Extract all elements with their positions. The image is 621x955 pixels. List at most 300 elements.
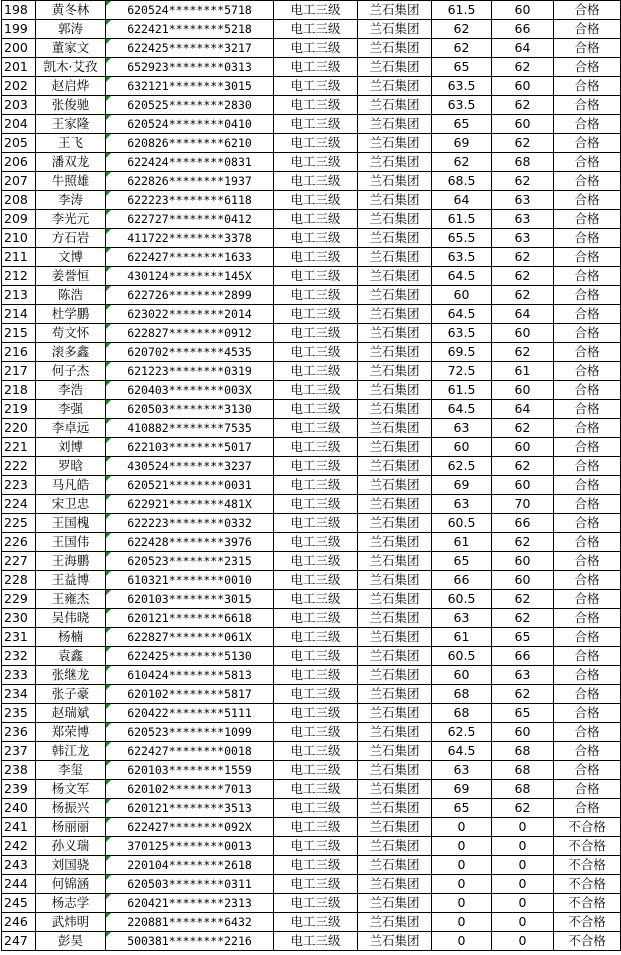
company-cell[interactable]: 兰石集团 (358, 134, 432, 153)
job-type-cell[interactable]: 电工三级 (274, 248, 358, 267)
name-cell[interactable]: 郭涛 (36, 20, 106, 39)
job-type-cell[interactable]: 电工三级 (274, 609, 358, 628)
practical-score-cell[interactable]: 62 (492, 134, 554, 153)
id-number-cell[interactable]: 220881********6432 (106, 913, 274, 932)
theory-score-cell[interactable]: 68.5 (432, 172, 492, 191)
name-cell[interactable]: 董家文 (36, 39, 106, 58)
job-type-cell[interactable]: 电工三级 (274, 628, 358, 647)
row-number-cell[interactable]: 203 (2, 96, 36, 115)
result-cell[interactable]: 合格 (554, 381, 621, 400)
id-number-cell[interactable]: 620503********0311 (106, 875, 274, 894)
job-type-cell[interactable]: 电工三级 (274, 856, 358, 875)
result-cell[interactable]: 合格 (554, 210, 621, 229)
job-type-cell[interactable]: 电工三级 (274, 324, 358, 343)
theory-score-cell[interactable]: 64.5 (432, 400, 492, 419)
practical-score-cell[interactable]: 60 (492, 381, 554, 400)
job-type-cell[interactable]: 电工三级 (274, 723, 358, 742)
id-number-cell[interactable]: 411722********3378 (106, 229, 274, 248)
practical-score-cell[interactable]: 60 (492, 571, 554, 590)
result-cell[interactable]: 合格 (554, 172, 621, 191)
row-number-cell[interactable]: 236 (2, 723, 36, 742)
name-cell[interactable]: 袁鑫 (36, 647, 106, 666)
row-number-cell[interactable]: 233 (2, 666, 36, 685)
row-number-cell[interactable]: 207 (2, 172, 36, 191)
id-number-cell[interactable]: 620102********7013 (106, 780, 274, 799)
practical-score-cell[interactable]: 0 (492, 913, 554, 932)
result-cell[interactable]: 合格 (554, 286, 621, 305)
company-cell[interactable]: 兰石集团 (358, 39, 432, 58)
result-cell[interactable]: 合格 (554, 58, 621, 77)
id-number-cell[interactable]: 620103********1559 (106, 761, 274, 780)
name-cell[interactable]: 马凡皓 (36, 476, 106, 495)
id-number-cell[interactable]: 652923********0313 (106, 58, 274, 77)
row-number-cell[interactable]: 212 (2, 267, 36, 286)
company-cell[interactable]: 兰石集团 (358, 324, 432, 343)
name-cell[interactable]: 杨振兴 (36, 799, 106, 818)
practical-score-cell[interactable]: 63 (492, 666, 554, 685)
id-number-cell[interactable]: 370125********0013 (106, 837, 274, 856)
practical-score-cell[interactable]: 64 (492, 400, 554, 419)
practical-score-cell[interactable]: 62 (492, 533, 554, 552)
result-cell[interactable]: 合格 (554, 742, 621, 761)
job-type-cell[interactable]: 电工三级 (274, 343, 358, 362)
company-cell[interactable]: 兰石集团 (358, 932, 432, 951)
company-cell[interactable]: 兰石集团 (358, 533, 432, 552)
theory-score-cell[interactable]: 62 (432, 153, 492, 172)
id-number-cell[interactable]: 622103********5017 (106, 438, 274, 457)
theory-score-cell[interactable]: 61 (432, 628, 492, 647)
row-number-cell[interactable]: 220 (2, 419, 36, 438)
result-cell[interactable]: 合格 (554, 647, 621, 666)
theory-score-cell[interactable]: 69 (432, 780, 492, 799)
name-cell[interactable]: 吴伟晓 (36, 609, 106, 628)
name-cell[interactable]: 李强 (36, 400, 106, 419)
practical-score-cell[interactable]: 62 (492, 96, 554, 115)
theory-score-cell[interactable]: 63 (432, 609, 492, 628)
result-cell[interactable]: 合格 (554, 362, 621, 381)
result-cell[interactable]: 合格 (554, 476, 621, 495)
row-number-cell[interactable]: 213 (2, 286, 36, 305)
id-number-cell[interactable]: 620421********2313 (106, 894, 274, 913)
company-cell[interactable]: 兰石集团 (358, 894, 432, 913)
result-cell[interactable]: 合格 (554, 571, 621, 590)
row-number-cell[interactable]: 231 (2, 628, 36, 647)
theory-score-cell[interactable]: 61.5 (432, 381, 492, 400)
id-number-cell[interactable]: 620102********5817 (106, 685, 274, 704)
row-number-cell[interactable]: 223 (2, 476, 36, 495)
company-cell[interactable]: 兰石集团 (358, 742, 432, 761)
id-number-cell[interactable]: 623022********2014 (106, 305, 274, 324)
result-cell[interactable]: 合格 (554, 324, 621, 343)
company-cell[interactable]: 兰石集团 (358, 286, 432, 305)
id-number-cell[interactable]: 620121********3513 (106, 799, 274, 818)
name-cell[interactable]: 张子豪 (36, 685, 106, 704)
id-number-cell[interactable]: 620422********5111 (106, 704, 274, 723)
theory-score-cell[interactable]: 62 (432, 39, 492, 58)
job-type-cell[interactable]: 电工三级 (274, 39, 358, 58)
row-number-cell[interactable]: 200 (2, 39, 36, 58)
id-number-cell[interactable]: 620103********3015 (106, 590, 274, 609)
theory-score-cell[interactable]: 63.5 (432, 248, 492, 267)
company-cell[interactable]: 兰石集团 (358, 856, 432, 875)
job-type-cell[interactable]: 电工三级 (274, 571, 358, 590)
job-type-cell[interactable]: 电工三级 (274, 172, 358, 191)
id-number-cell[interactable]: 622921********481X (106, 495, 274, 514)
job-type-cell[interactable]: 电工三级 (274, 1, 358, 20)
result-cell[interactable]: 合格 (554, 305, 621, 324)
practical-score-cell[interactable]: 62 (492, 609, 554, 628)
result-cell[interactable]: 不合格 (554, 837, 621, 856)
row-number-cell[interactable]: 219 (2, 400, 36, 419)
result-cell[interactable]: 合格 (554, 96, 621, 115)
company-cell[interactable]: 兰石集团 (358, 248, 432, 267)
company-cell[interactable]: 兰石集团 (358, 571, 432, 590)
result-cell[interactable]: 合格 (554, 609, 621, 628)
result-cell[interactable]: 合格 (554, 590, 621, 609)
result-cell[interactable]: 合格 (554, 20, 621, 39)
result-cell[interactable]: 合格 (554, 229, 621, 248)
row-number-cell[interactable]: 237 (2, 742, 36, 761)
name-cell[interactable]: 黄冬林 (36, 1, 106, 20)
practical-score-cell[interactable]: 0 (492, 856, 554, 875)
row-number-cell[interactable]: 198 (2, 1, 36, 20)
name-cell[interactable]: 张继龙 (36, 666, 106, 685)
id-number-cell[interactable]: 622223********0332 (106, 514, 274, 533)
id-number-cell[interactable]: 610424********5813 (106, 666, 274, 685)
theory-score-cell[interactable]: 61.5 (432, 1, 492, 20)
name-cell[interactable]: 王海鹏 (36, 552, 106, 571)
name-cell[interactable]: 李浩 (36, 381, 106, 400)
theory-score-cell[interactable]: 61 (432, 533, 492, 552)
result-cell[interactable]: 不合格 (554, 913, 621, 932)
id-number-cell[interactable]: 620826********6210 (106, 134, 274, 153)
theory-score-cell[interactable]: 63 (432, 419, 492, 438)
result-cell[interactable]: 合格 (554, 419, 621, 438)
name-cell[interactable]: 陈浩 (36, 286, 106, 305)
theory-score-cell[interactable]: 65 (432, 552, 492, 571)
practical-score-cell[interactable]: 63 (492, 210, 554, 229)
theory-score-cell[interactable]: 65 (432, 799, 492, 818)
result-cell[interactable]: 合格 (554, 39, 621, 58)
row-number-cell[interactable]: 199 (2, 20, 36, 39)
id-number-cell[interactable]: 632121********3015 (106, 77, 274, 96)
theory-score-cell[interactable]: 63.5 (432, 96, 492, 115)
id-number-cell[interactable]: 620523********1099 (106, 723, 274, 742)
theory-score-cell[interactable]: 0 (432, 913, 492, 932)
result-cell[interactable]: 合格 (554, 343, 621, 362)
practical-score-cell[interactable]: 0 (492, 875, 554, 894)
practical-score-cell[interactable]: 62 (492, 248, 554, 267)
id-number-cell[interactable]: 620521********0031 (106, 476, 274, 495)
id-number-cell[interactable]: 622827********0912 (106, 324, 274, 343)
practical-score-cell[interactable]: 65 (492, 628, 554, 647)
job-type-cell[interactable]: 电工三级 (274, 267, 358, 286)
name-cell[interactable]: 王国伟 (36, 533, 106, 552)
name-cell[interactable]: 王益博 (36, 571, 106, 590)
practical-score-cell[interactable]: 0 (492, 818, 554, 837)
practical-score-cell[interactable]: 68 (492, 742, 554, 761)
practical-score-cell[interactable]: 60 (492, 1, 554, 20)
company-cell[interactable]: 兰石集团 (358, 590, 432, 609)
company-cell[interactable]: 兰石集团 (358, 913, 432, 932)
practical-score-cell[interactable]: 68 (492, 153, 554, 172)
company-cell[interactable]: 兰石集团 (358, 780, 432, 799)
result-cell[interactable]: 不合格 (554, 932, 621, 951)
job-type-cell[interactable]: 电工三级 (274, 704, 358, 723)
row-number-cell[interactable]: 215 (2, 324, 36, 343)
name-cell[interactable]: 杨丽丽 (36, 818, 106, 837)
theory-score-cell[interactable]: 62 (432, 20, 492, 39)
practical-score-cell[interactable]: 70 (492, 495, 554, 514)
name-cell[interactable]: 李玺 (36, 761, 106, 780)
name-cell[interactable]: 韩江龙 (36, 742, 106, 761)
practical-score-cell[interactable]: 60 (492, 438, 554, 457)
result-cell[interactable]: 合格 (554, 552, 621, 571)
job-type-cell[interactable]: 电工三级 (274, 799, 358, 818)
result-cell[interactable]: 合格 (554, 134, 621, 153)
company-cell[interactable]: 兰石集团 (358, 666, 432, 685)
id-number-cell[interactable]: 622427********092X (106, 818, 274, 837)
job-type-cell[interactable]: 电工三级 (274, 305, 358, 324)
theory-score-cell[interactable]: 60.5 (432, 590, 492, 609)
job-type-cell[interactable]: 电工三级 (274, 77, 358, 96)
id-number-cell[interactable]: 430524********3237 (106, 457, 274, 476)
id-number-cell[interactable]: 622421********5218 (106, 20, 274, 39)
company-cell[interactable]: 兰石集团 (358, 305, 432, 324)
result-cell[interactable]: 合格 (554, 723, 621, 742)
name-cell[interactable]: 王国槐 (36, 514, 106, 533)
name-cell[interactable]: 郑荣博 (36, 723, 106, 742)
row-number-cell[interactable]: 227 (2, 552, 36, 571)
job-type-cell[interactable]: 电工三级 (274, 837, 358, 856)
name-cell[interactable]: 杨志学 (36, 894, 106, 913)
name-cell[interactable]: 赵启烨 (36, 77, 106, 96)
theory-score-cell[interactable]: 63 (432, 495, 492, 514)
job-type-cell[interactable]: 电工三级 (274, 400, 358, 419)
job-type-cell[interactable]: 电工三级 (274, 419, 358, 438)
id-number-cell[interactable]: 622726********2899 (106, 286, 274, 305)
company-cell[interactable]: 兰石集团 (358, 476, 432, 495)
name-cell[interactable]: 王雍杰 (36, 590, 106, 609)
job-type-cell[interactable]: 电工三级 (274, 533, 358, 552)
id-number-cell[interactable]: 622826********1937 (106, 172, 274, 191)
company-cell[interactable]: 兰石集团 (358, 172, 432, 191)
id-number-cell[interactable]: 622428********3976 (106, 533, 274, 552)
practical-score-cell[interactable]: 61 (492, 362, 554, 381)
company-cell[interactable]: 兰石集团 (358, 77, 432, 96)
theory-score-cell[interactable]: 63.5 (432, 77, 492, 96)
job-type-cell[interactable]: 电工三级 (274, 552, 358, 571)
row-number-cell[interactable]: 218 (2, 381, 36, 400)
name-cell[interactable]: 王飞 (36, 134, 106, 153)
result-cell[interactable]: 合格 (554, 267, 621, 286)
result-cell[interactable]: 合格 (554, 115, 621, 134)
name-cell[interactable]: 罗晗 (36, 457, 106, 476)
row-number-cell[interactable]: 226 (2, 533, 36, 552)
id-number-cell[interactable]: 620524********5718 (106, 1, 274, 20)
job-type-cell[interactable]: 电工三级 (274, 647, 358, 666)
name-cell[interactable]: 方石岩 (36, 229, 106, 248)
name-cell[interactable]: 何子杰 (36, 362, 106, 381)
row-number-cell[interactable]: 210 (2, 229, 36, 248)
result-cell[interactable]: 不合格 (554, 818, 621, 837)
practical-score-cell[interactable]: 60 (492, 77, 554, 96)
result-cell[interactable]: 不合格 (554, 894, 621, 913)
job-type-cell[interactable]: 电工三级 (274, 780, 358, 799)
result-cell[interactable]: 合格 (554, 1, 621, 20)
id-number-cell[interactable]: 620524********0410 (106, 115, 274, 134)
row-number-cell[interactable]: 208 (2, 191, 36, 210)
name-cell[interactable]: 凯木·艾孜 (36, 58, 106, 77)
theory-score-cell[interactable]: 60 (432, 666, 492, 685)
result-cell[interactable]: 不合格 (554, 856, 621, 875)
company-cell[interactable]: 兰石集团 (358, 837, 432, 856)
row-number-cell[interactable]: 202 (2, 77, 36, 96)
result-cell[interactable]: 合格 (554, 153, 621, 172)
result-cell[interactable]: 合格 (554, 533, 621, 552)
practical-score-cell[interactable]: 0 (492, 894, 554, 913)
row-number-cell[interactable]: 232 (2, 647, 36, 666)
theory-score-cell[interactable]: 65 (432, 58, 492, 77)
theory-score-cell[interactable]: 65 (432, 115, 492, 134)
practical-score-cell[interactable]: 63 (492, 229, 554, 248)
name-cell[interactable]: 李光元 (36, 210, 106, 229)
job-type-cell[interactable]: 电工三级 (274, 20, 358, 39)
theory-score-cell[interactable]: 64.5 (432, 742, 492, 761)
id-number-cell[interactable]: 430124********145X (106, 267, 274, 286)
theory-score-cell[interactable]: 68 (432, 685, 492, 704)
result-cell[interactable]: 合格 (554, 628, 621, 647)
company-cell[interactable]: 兰石集团 (358, 20, 432, 39)
name-cell[interactable]: 王家隆 (36, 115, 106, 134)
company-cell[interactable]: 兰石集团 (358, 495, 432, 514)
result-cell[interactable]: 合格 (554, 495, 621, 514)
practical-score-cell[interactable]: 0 (492, 837, 554, 856)
practical-score-cell[interactable]: 60 (492, 115, 554, 134)
theory-score-cell[interactable]: 60 (432, 286, 492, 305)
name-cell[interactable]: 文博 (36, 248, 106, 267)
job-type-cell[interactable]: 电工三级 (274, 875, 358, 894)
id-number-cell[interactable]: 622425********3217 (106, 39, 274, 58)
practical-score-cell[interactable]: 60 (492, 552, 554, 571)
practical-score-cell[interactable]: 64 (492, 39, 554, 58)
theory-score-cell[interactable]: 65.5 (432, 229, 492, 248)
job-type-cell[interactable]: 电工三级 (274, 58, 358, 77)
name-cell[interactable]: 苟文怀 (36, 324, 106, 343)
company-cell[interactable]: 兰石集团 (358, 191, 432, 210)
id-number-cell[interactable]: 622727********0412 (106, 210, 274, 229)
id-number-cell[interactable]: 610321********0010 (106, 571, 274, 590)
name-cell[interactable]: 张俊驰 (36, 96, 106, 115)
result-cell[interactable]: 合格 (554, 761, 621, 780)
theory-score-cell[interactable]: 64.5 (432, 267, 492, 286)
practical-score-cell[interactable]: 62 (492, 799, 554, 818)
theory-score-cell[interactable]: 63.5 (432, 324, 492, 343)
row-number-cell[interactable]: 244 (2, 875, 36, 894)
practical-score-cell[interactable]: 62 (492, 58, 554, 77)
id-number-cell[interactable]: 622425********5130 (106, 647, 274, 666)
company-cell[interactable]: 兰石集团 (358, 514, 432, 533)
company-cell[interactable]: 兰石集团 (358, 818, 432, 837)
id-number-cell[interactable]: 620121********6618 (106, 609, 274, 628)
name-cell[interactable]: 姜誉恒 (36, 267, 106, 286)
row-number-cell[interactable]: 214 (2, 305, 36, 324)
company-cell[interactable]: 兰石集团 (358, 609, 432, 628)
job-type-cell[interactable]: 电工三级 (274, 495, 358, 514)
company-cell[interactable]: 兰石集团 (358, 438, 432, 457)
company-cell[interactable]: 兰石集团 (358, 875, 432, 894)
result-cell[interactable]: 合格 (554, 685, 621, 704)
theory-score-cell[interactable]: 0 (432, 932, 492, 951)
practical-score-cell[interactable]: 62 (492, 590, 554, 609)
company-cell[interactable]: 兰石集团 (358, 267, 432, 286)
job-type-cell[interactable]: 电工三级 (274, 210, 358, 229)
theory-score-cell[interactable]: 69 (432, 476, 492, 495)
company-cell[interactable]: 兰石集团 (358, 229, 432, 248)
practical-score-cell[interactable]: 65 (492, 704, 554, 723)
name-cell[interactable]: 刘国骁 (36, 856, 106, 875)
name-cell[interactable]: 刘博 (36, 438, 106, 457)
theory-score-cell[interactable]: 62.5 (432, 723, 492, 742)
practical-score-cell[interactable]: 0 (492, 932, 554, 951)
company-cell[interactable]: 兰石集团 (358, 381, 432, 400)
company-cell[interactable]: 兰石集团 (358, 799, 432, 818)
name-cell[interactable]: 潘双龙 (36, 153, 106, 172)
theory-score-cell[interactable]: 61.5 (432, 210, 492, 229)
practical-score-cell[interactable]: 62 (492, 685, 554, 704)
theory-score-cell[interactable]: 0 (432, 894, 492, 913)
theory-score-cell[interactable]: 62.5 (432, 457, 492, 476)
row-number-cell[interactable]: 243 (2, 856, 36, 875)
row-number-cell[interactable]: 245 (2, 894, 36, 913)
company-cell[interactable]: 兰石集团 (358, 628, 432, 647)
company-cell[interactable]: 兰石集团 (358, 704, 432, 723)
theory-score-cell[interactable]: 64 (432, 191, 492, 210)
job-type-cell[interactable]: 电工三级 (274, 457, 358, 476)
job-type-cell[interactable]: 电工三级 (274, 438, 358, 457)
practical-score-cell[interactable]: 62 (492, 286, 554, 305)
row-number-cell[interactable]: 230 (2, 609, 36, 628)
job-type-cell[interactable]: 电工三级 (274, 742, 358, 761)
job-type-cell[interactable]: 电工三级 (274, 913, 358, 932)
job-type-cell[interactable]: 电工三级 (274, 818, 358, 837)
company-cell[interactable]: 兰石集团 (358, 552, 432, 571)
practical-score-cell[interactable]: 62 (492, 343, 554, 362)
id-number-cell[interactable]: 500381********2216 (106, 932, 274, 951)
name-cell[interactable]: 赵瑞斌 (36, 704, 106, 723)
theory-score-cell[interactable]: 66 (432, 571, 492, 590)
practical-score-cell[interactable]: 62 (492, 172, 554, 191)
result-cell[interactable]: 合格 (554, 438, 621, 457)
name-cell[interactable]: 牛照雄 (36, 172, 106, 191)
job-type-cell[interactable]: 电工三级 (274, 115, 358, 134)
theory-score-cell[interactable]: 60 (432, 438, 492, 457)
id-number-cell[interactable]: 620525********2830 (106, 96, 274, 115)
row-number-cell[interactable]: 216 (2, 343, 36, 362)
row-number-cell[interactable]: 229 (2, 590, 36, 609)
name-cell[interactable]: 何锦涵 (36, 875, 106, 894)
job-type-cell[interactable]: 电工三级 (274, 153, 358, 172)
id-number-cell[interactable]: 622427********1633 (106, 248, 274, 267)
id-number-cell[interactable]: 620523********2315 (106, 552, 274, 571)
job-type-cell[interactable]: 电工三级 (274, 229, 358, 248)
name-cell[interactable]: 杨楠 (36, 628, 106, 647)
theory-score-cell[interactable]: 60.5 (432, 647, 492, 666)
row-number-cell[interactable]: 239 (2, 780, 36, 799)
company-cell[interactable]: 兰石集团 (358, 723, 432, 742)
theory-score-cell[interactable]: 60.5 (432, 514, 492, 533)
job-type-cell[interactable]: 电工三级 (274, 381, 358, 400)
